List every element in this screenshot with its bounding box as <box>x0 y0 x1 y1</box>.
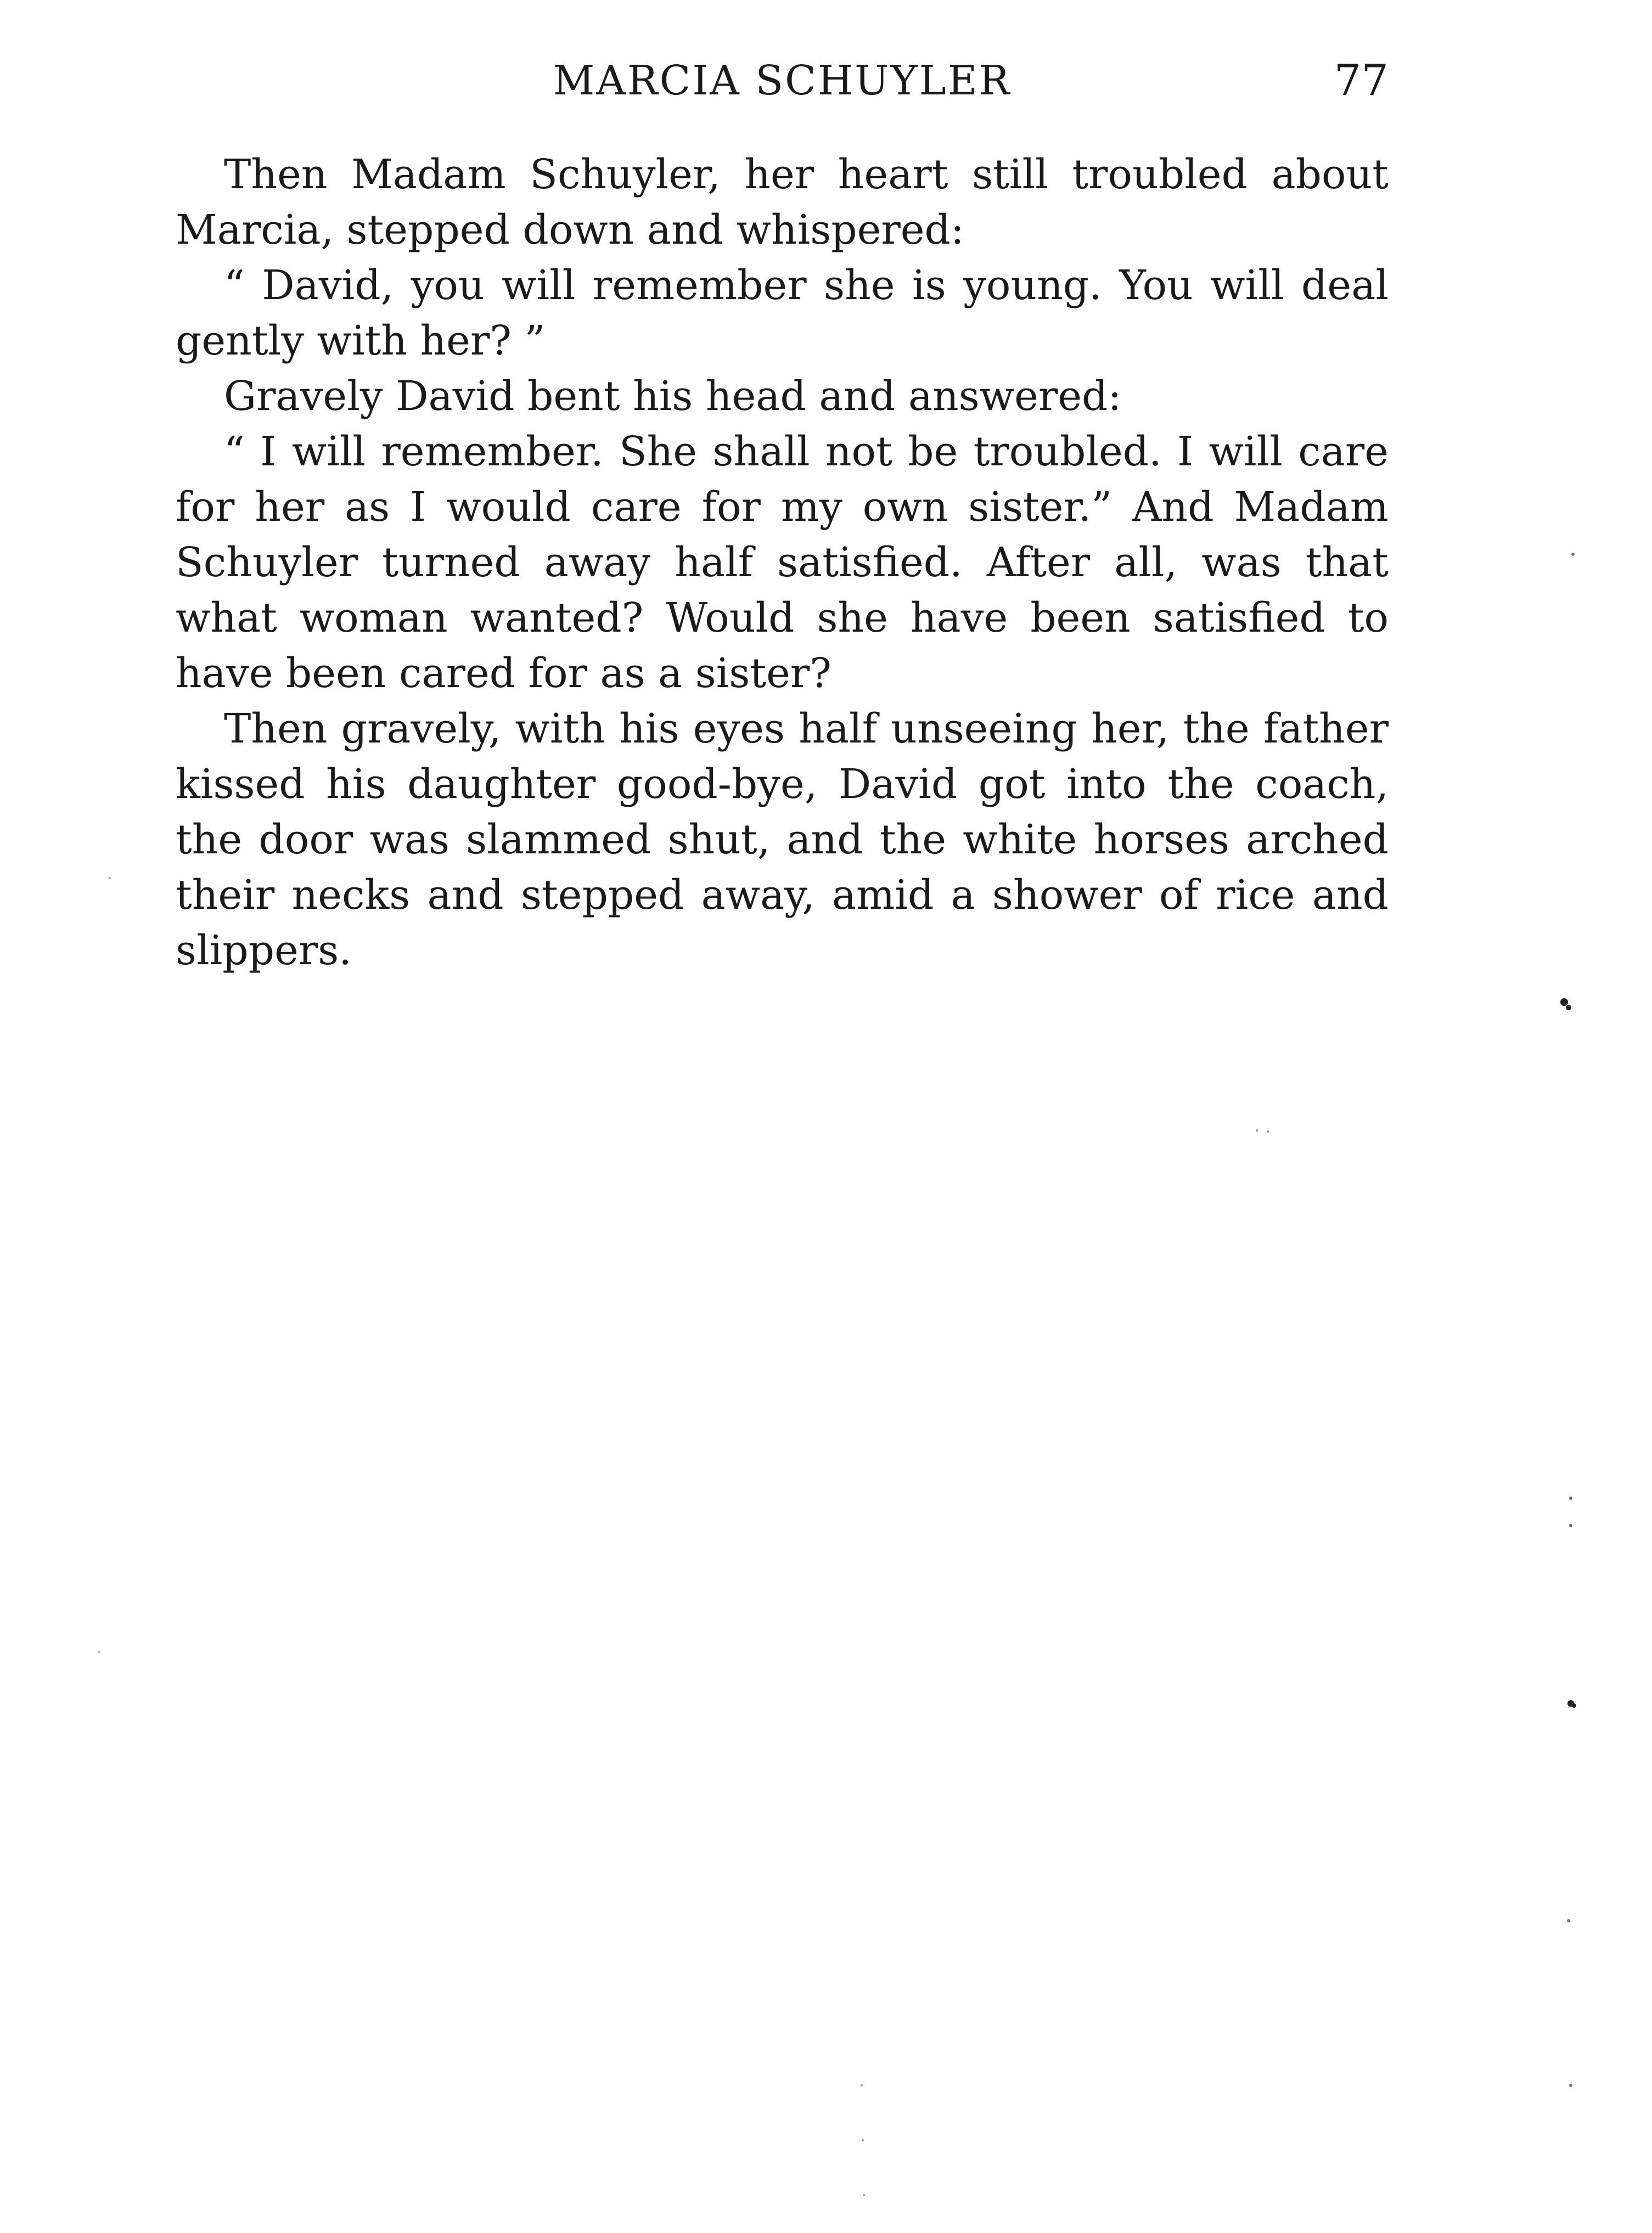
scan-speck <box>862 2139 864 2141</box>
scan-speck <box>1256 1129 1258 1132</box>
paragraph: Then gravely, with his eyes half unseeing her, the father kissed his daughter good-bye, David got into the coach, the door was slammed shut, and the white horses arched their necks and stepped away, amid a shower of rice and slippers. <box>176 705 1389 974</box>
scan-speck <box>1569 1497 1572 1500</box>
scan-speck <box>1569 2084 1572 2087</box>
scan-speck <box>1560 998 1568 1006</box>
paragraph: Gravely David bent his head and answered: <box>224 373 1122 420</box>
scan-speck <box>1569 1524 1572 1527</box>
paragraph: “ I will remember. She shall not be troubled. I will care for her as I would care for my own sister.” And Madam Schuyler turned away half satisfied. After all, was that what woman wanted? Would she have been satisfied to have been cared for as a sister? <box>176 428 1389 697</box>
page-number: 77 <box>1334 56 1389 105</box>
scan-speck <box>1566 1005 1571 1010</box>
paragraph: Then Madam Schuyler, her heart still troubled about Marcia, stepped down and whispered: <box>176 151 1389 254</box>
scan-speck <box>1571 553 1575 556</box>
scan-speck <box>109 877 111 879</box>
running-title: MARCIA SCHUYLER <box>553 57 1012 104</box>
scan-speck <box>1267 1130 1269 1133</box>
scan-speck <box>1567 1700 1574 1707</box>
running-head <box>176 50 1389 111</box>
scan-speck <box>861 2084 863 2086</box>
scan-speck <box>1572 1703 1576 1708</box>
scan-speck <box>1567 1919 1570 1922</box>
scan-speck <box>98 1651 100 1653</box>
body-text <box>176 147 1389 978</box>
scan-speck <box>863 2194 865 2196</box>
paragraph: “ David, you will remember she is young. You will deal gently with her? ” <box>176 262 1389 364</box>
